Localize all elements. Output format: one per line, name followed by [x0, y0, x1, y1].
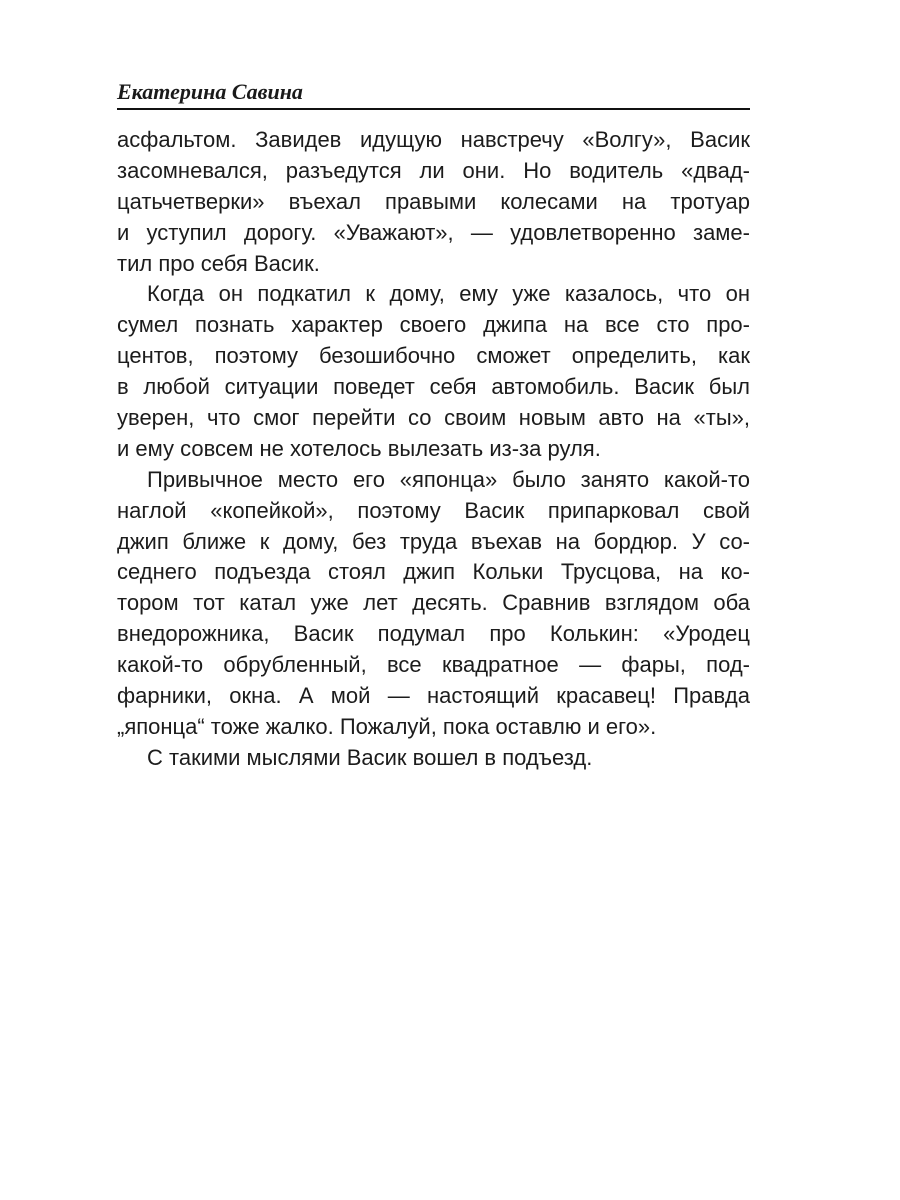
text-line: в любой ситуации поведет себя автомобиль. Васик был	[117, 374, 750, 400]
text-line: фарники, окна. А мой — настоящий красавец! Правда	[117, 683, 750, 709]
text-line: С такими мыслями Васик вошел в подъезд.	[147, 744, 593, 770]
paragraph	[117, 743, 750, 774]
text-line: цатьчетверки» въехал правыми колесами на тротуар	[117, 188, 750, 214]
text-line: и уступил дорогу. «Уважают», — удовлетворенно заме-	[117, 219, 750, 245]
text-line: седнего подъезда стоял джип Кольки Трусцова, на ко-	[117, 559, 750, 585]
text-line: какой-то обрубленный, все квадратное — фары, под-	[117, 652, 750, 678]
text-line: Когда он подкатил к дому, ему уже казалось, что он	[147, 281, 750, 307]
text-line: тором тот катал уже лет десять. Сравнив взглядом оба	[117, 590, 750, 616]
text-line: внедорожника, Васик подумал про Колькин: «Уродец	[117, 621, 750, 647]
paragraph	[117, 125, 750, 279]
text-line: Привычное место его «японца» было занято какой-то	[147, 466, 750, 492]
text-line: асфальтом. Завидев идущую навстречу «Волгу», Васик	[117, 127, 750, 152]
author-name: Екатерина Савина	[117, 79, 303, 104]
text-line: джип ближе к дому, без труда въехав на бордюр. У со-	[117, 528, 750, 554]
paragraph	[117, 279, 750, 464]
text-line: сумел познать характер своего джипа на все сто про-	[117, 312, 750, 338]
running-head	[117, 74, 750, 110]
text-line: „японца“ тоже жалко. Пожалуй, пока оставлю и его».	[117, 713, 657, 739]
body-text	[117, 125, 750, 774]
text-line: наглой «копейкой», поэтому Васик припарковал свой	[117, 497, 750, 523]
text-line: тил про себя Васик.	[117, 250, 320, 276]
paragraph	[117, 465, 750, 743]
text-line: и ему совсем не хотелось вылезать из-за руля.	[117, 435, 601, 461]
text-line: уверен, что смог перейти со своим новым авто на «ты»,	[117, 405, 750, 431]
text-line: засомневался, разъедутся ли они. Но водитель «двад-	[117, 157, 750, 183]
text-line: центов, поэтому безошибочно сможет определить, как	[117, 343, 750, 369]
